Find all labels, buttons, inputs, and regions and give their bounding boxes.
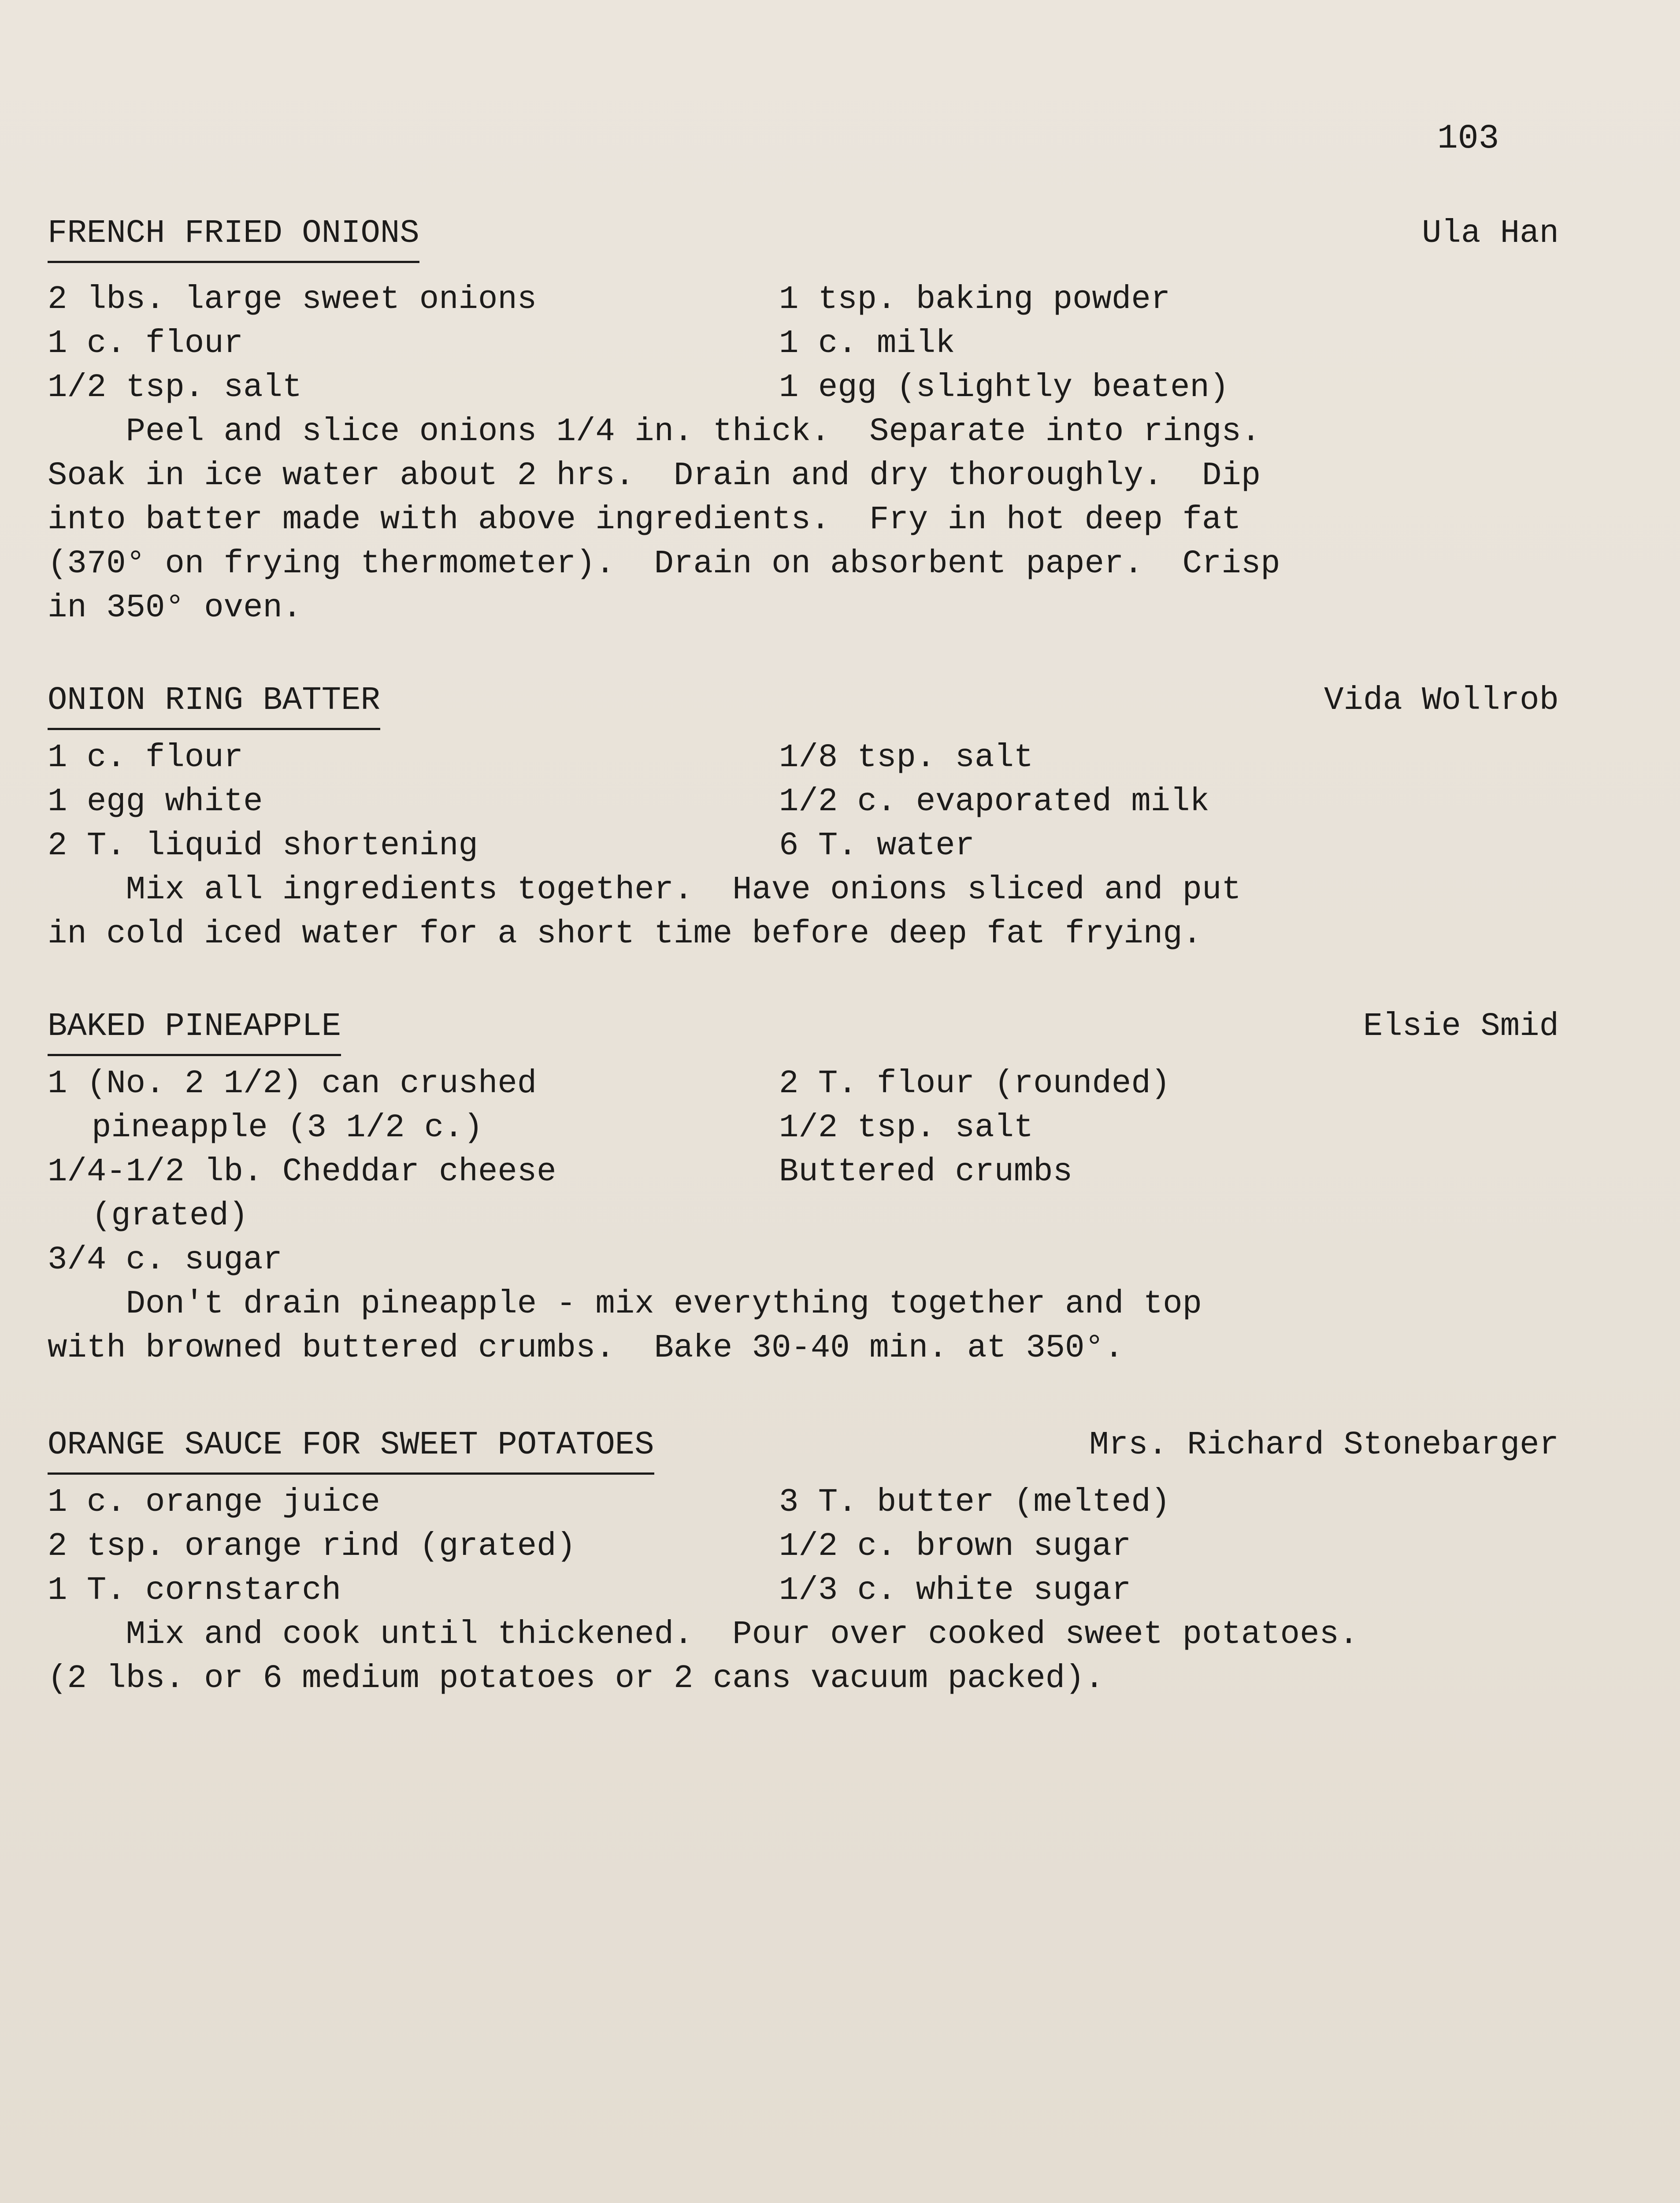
ingredient: 1 egg white — [48, 783, 263, 820]
ingredient: 1 c. flour — [48, 325, 244, 362]
recipe-header — [48, 1000, 1559, 1053]
recipe-instructions: Mix and cook until thickened. Pour over cooked sweet potatoes. (2 lbs. or 6 medium potatoes or 2 cans vacuum packed). — [48, 1616, 1359, 1697]
ingredient: 1/4-1/2 lb. Cheddar cheese — [48, 1153, 556, 1191]
ingredient: 1/8 tsp. salt — [779, 739, 1034, 776]
ingredient: 1/2 tsp. salt — [48, 369, 302, 406]
ingredient: 1 tsp. baking powder — [779, 281, 1171, 318]
ingredient: 1 T. cornstarch — [48, 1572, 341, 1609]
recipe-baked-pineapple — [48, 1000, 1559, 1370]
ingredient: 1 c. flour — [48, 739, 244, 776]
ingredient: pineapple (3 1/2 c.) — [92, 1109, 483, 1146]
recipe-onion-ring-batter — [48, 674, 1559, 956]
recipe-author: Vida Wollrob — [1324, 682, 1559, 719]
ingredient-column-right — [779, 736, 1506, 868]
ingredient: 2 tsp. orange rind (grated) — [48, 1528, 576, 1565]
recipe-orange-sauce — [48, 1419, 1559, 1701]
ingredient-column-right — [779, 278, 1506, 410]
ingredient-list — [48, 278, 1506, 410]
ingredient: 1/2 c. brown sugar — [779, 1528, 1131, 1565]
ingredient: 1 (No. 2 1/2) can crushed — [48, 1065, 537, 1102]
recipe-title: FRENCH FRIED ONIONS — [48, 207, 419, 263]
ingredient: Buttered crumbs — [779, 1153, 1073, 1191]
recipe-header — [48, 1419, 1559, 1472]
ingredient: 2 T. flour (rounded) — [779, 1065, 1171, 1102]
ingredient: 2 lbs. large sweet onions — [48, 281, 537, 318]
recipe-author: Mrs. Richard Stonebarger — [1089, 1427, 1559, 1464]
ingredient: 6 T. water — [779, 827, 975, 864]
ingredient: 3/4 c. sugar — [48, 1242, 282, 1279]
ingredient-column-right — [779, 1062, 1506, 1282]
recipe-instructions: Mix all ingredients together. Have onions sliced and put in cold iced water for a short time before deep fat frying. — [48, 872, 1241, 953]
ingredient: 1 c. milk — [779, 325, 955, 362]
ingredient: 1 c. orange juice — [48, 1484, 380, 1521]
ingredient: 2 T. liquid shortening — [48, 827, 478, 864]
recipe-title: ORANGE SAUCE FOR SWEET POTATOES — [48, 1419, 654, 1475]
ingredient-list — [48, 1062, 1506, 1282]
recipe-french-fried-onions — [48, 207, 1559, 630]
recipe-instructions: Don't drain pineapple - mix everything together and top with browned buttered crumbs. Bake 30-40 min. at 350°. — [48, 1286, 1202, 1367]
ingredient-column-left — [48, 1062, 779, 1282]
ingredient-column-left — [48, 736, 779, 868]
ingredient: 1/2 c. evaporated milk — [779, 783, 1209, 820]
recipe-author: Ula Han — [1422, 215, 1559, 252]
ingredient: 1 egg (slightly beaten) — [779, 369, 1229, 406]
ingredient: 1/3 c. white sugar — [779, 1572, 1131, 1609]
recipe-instructions: Peel and slice onions 1/4 in. thick. Separate into rings. Soak in ice water about 2 hrs. Drain and dry thoroughly. Dip into batter made with above ingredients. Fry in hot deep fat (370° on frying thermometer). Drain on absorbent paper. Crisp in 350° oven. — [48, 413, 1280, 627]
ingredient-column-left — [48, 1480, 779, 1613]
recipe-header — [48, 207, 1559, 260]
ingredient-column-left — [48, 278, 779, 410]
ingredient: (grated) — [92, 1198, 248, 1235]
ingredient-list — [48, 1480, 1506, 1613]
page-number: 103 — [1437, 119, 1499, 158]
recipe-title: ONION RING BATTER — [48, 674, 380, 730]
ingredient-column-right — [779, 1480, 1506, 1613]
ingredient: 1/2 tsp. salt — [779, 1109, 1034, 1146]
recipe-title: BAKED PINEAPPLE — [48, 1000, 341, 1056]
recipe-header — [48, 674, 1559, 727]
recipe-author: Elsie Smid — [1363, 1008, 1559, 1045]
ingredient-list — [48, 736, 1506, 868]
ingredient: 3 T. butter (melted) — [779, 1484, 1171, 1521]
